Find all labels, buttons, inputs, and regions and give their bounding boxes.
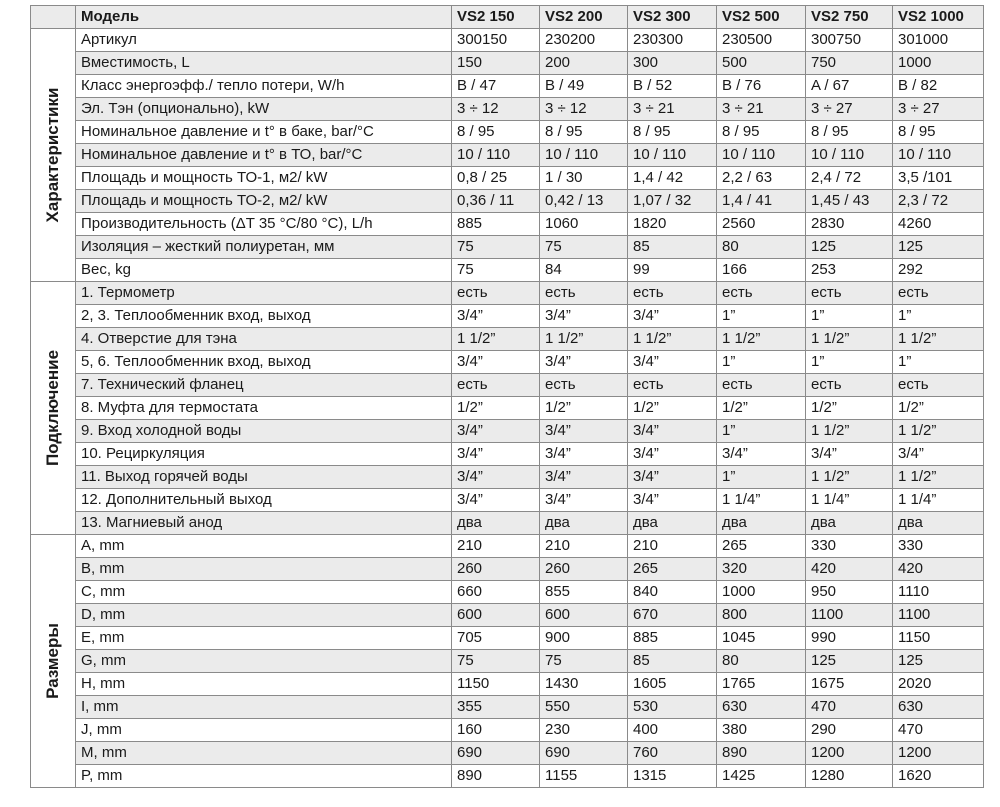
value-cell: 80 (717, 650, 806, 673)
value-cell: 80 (717, 236, 806, 259)
value-cell: 300150 (452, 29, 540, 52)
row-label: Номинальное давление и t° в баке, bar/°C (76, 121, 452, 144)
value-cell: 8 / 95 (806, 121, 893, 144)
value-cell: 1100 (806, 604, 893, 627)
row-label: 12. Дополнительный выход (76, 489, 452, 512)
value-cell: 99 (628, 259, 717, 282)
value-cell: 3/4” (540, 443, 628, 466)
table-row (31, 650, 984, 673)
value-cell: 890 (717, 742, 806, 765)
value-cell: 760 (628, 742, 717, 765)
value-cell: 3/4” (806, 443, 893, 466)
spec-table (30, 5, 984, 788)
value-cell: 75 (452, 259, 540, 282)
value-cell: есть (540, 282, 628, 305)
value-cell: 690 (452, 742, 540, 765)
value-cell: 3/4” (452, 420, 540, 443)
table-row (31, 351, 984, 374)
value-cell: 1 1/4” (806, 489, 893, 512)
value-cell: 1/2” (452, 397, 540, 420)
value-cell: 230500 (717, 29, 806, 52)
value-cell: 1430 (540, 673, 628, 696)
value-cell: 200 (540, 52, 628, 75)
row-label: Производительность (ΔT 35 °C/80 °C), L/h (76, 213, 452, 236)
value-cell: 1000 (717, 581, 806, 604)
value-cell: 4260 (893, 213, 984, 236)
value-cell: 600 (540, 604, 628, 627)
value-cell: 1 1/2” (540, 328, 628, 351)
value-cell: 3/4” (540, 489, 628, 512)
value-cell: 1 1/2” (806, 328, 893, 351)
header-model-6: VS2 1000 (893, 6, 984, 29)
header-model-3: VS2 300 (628, 6, 717, 29)
value-cell: 1045 (717, 627, 806, 650)
table-row (31, 75, 984, 98)
value-cell: 1 1/4” (717, 489, 806, 512)
value-cell: есть (540, 374, 628, 397)
value-cell: 1110 (893, 581, 984, 604)
row-label: 10. Рециркуляция (76, 443, 452, 466)
value-cell: 125 (893, 236, 984, 259)
value-cell: 3/4” (628, 420, 717, 443)
value-cell: два (452, 512, 540, 535)
value-cell: 85 (628, 236, 717, 259)
value-cell: 1 1/2” (893, 328, 984, 351)
row-label: P, mm (76, 765, 452, 788)
value-cell: два (717, 512, 806, 535)
table-row (31, 627, 984, 650)
row-label: I, mm (76, 696, 452, 719)
value-cell: 3 ÷ 21 (717, 98, 806, 121)
row-label: Изоляция – жесткий полиуретан, мм (76, 236, 452, 259)
value-cell: 1155 (540, 765, 628, 788)
value-cell: 290 (806, 719, 893, 742)
table-row (31, 167, 984, 190)
table-body (31, 6, 984, 788)
table-row (31, 282, 984, 305)
value-cell: 1 1/4” (893, 489, 984, 512)
value-cell: 1060 (540, 213, 628, 236)
table-row (31, 98, 984, 121)
value-cell: 2,3 / 72 (893, 190, 984, 213)
value-cell: 265 (628, 558, 717, 581)
value-cell: 3 ÷ 27 (893, 98, 984, 121)
value-cell: 3/4” (540, 420, 628, 443)
value-cell: есть (893, 282, 984, 305)
value-cell: 420 (893, 558, 984, 581)
value-cell: 8 / 95 (717, 121, 806, 144)
value-cell: 320 (717, 558, 806, 581)
value-cell: 380 (717, 719, 806, 742)
value-cell: 1” (806, 351, 893, 374)
value-cell: два (806, 512, 893, 535)
value-cell: 3 ÷ 21 (628, 98, 717, 121)
value-cell: 1,4 / 41 (717, 190, 806, 213)
value-cell: 885 (452, 213, 540, 236)
value-cell: есть (452, 374, 540, 397)
row-label: G, mm (76, 650, 452, 673)
value-cell: 1” (806, 305, 893, 328)
table-row (31, 29, 984, 52)
table-row (31, 259, 984, 282)
value-cell: 3/4” (452, 466, 540, 489)
table-row (31, 374, 984, 397)
row-label: H, mm (76, 673, 452, 696)
value-cell: 1 1/2” (806, 466, 893, 489)
value-cell: есть (628, 374, 717, 397)
value-cell: 2020 (893, 673, 984, 696)
table-row (31, 328, 984, 351)
value-cell: 253 (806, 259, 893, 282)
value-cell: 1/2” (628, 397, 717, 420)
value-cell: 890 (452, 765, 540, 788)
value-cell: 10 / 110 (806, 144, 893, 167)
row-label: Вместимость, L (76, 52, 452, 75)
value-cell: есть (893, 374, 984, 397)
row-label: 9. Вход холодной воды (76, 420, 452, 443)
value-cell: 2,2 / 63 (717, 167, 806, 190)
value-cell: два (540, 512, 628, 535)
value-cell: 1 1/2” (893, 466, 984, 489)
value-cell: 8 / 95 (893, 121, 984, 144)
value-cell: 3/4” (717, 443, 806, 466)
value-cell: 1/2” (540, 397, 628, 420)
value-cell: 300 (628, 52, 717, 75)
value-cell: 210 (452, 535, 540, 558)
value-cell: 84 (540, 259, 628, 282)
value-cell: 3 ÷ 27 (806, 98, 893, 121)
value-cell: 690 (540, 742, 628, 765)
row-label: Номинальное давление и t° в ТО, bar/°C (76, 144, 452, 167)
table-row (31, 673, 984, 696)
value-cell: 160 (452, 719, 540, 742)
table-row (31, 52, 984, 75)
value-cell: 1150 (893, 627, 984, 650)
value-cell: 3/4” (452, 351, 540, 374)
row-label: 2, 3. Теплообменник вход, выход (76, 305, 452, 328)
table-row (31, 742, 984, 765)
value-cell: 1/2” (806, 397, 893, 420)
value-cell: 1” (717, 466, 806, 489)
table-row (31, 236, 984, 259)
value-cell: 855 (540, 581, 628, 604)
value-cell: 10 / 110 (452, 144, 540, 167)
row-label: 11. Выход горячей воды (76, 466, 452, 489)
table-row (31, 190, 984, 213)
value-cell: 8 / 95 (628, 121, 717, 144)
value-cell: 330 (893, 535, 984, 558)
table-row (31, 213, 984, 236)
value-cell: 75 (452, 650, 540, 673)
value-cell: 1/2” (717, 397, 806, 420)
value-cell: 75 (540, 650, 628, 673)
value-cell: 1” (893, 351, 984, 374)
value-cell: 3 ÷ 12 (452, 98, 540, 121)
value-cell: 3/4” (452, 489, 540, 512)
header-model-label: Модель (76, 6, 452, 29)
header-model-5: VS2 750 (806, 6, 893, 29)
row-label: 7. Технический фланец (76, 374, 452, 397)
value-cell: 1100 (893, 604, 984, 627)
value-cell: 330 (806, 535, 893, 558)
value-cell: 3/4” (893, 443, 984, 466)
value-cell: 900 (540, 627, 628, 650)
row-label: 4. Отверстие для тэна (76, 328, 452, 351)
value-cell: 1620 (893, 765, 984, 788)
table-row (31, 397, 984, 420)
value-cell: B / 76 (717, 75, 806, 98)
value-cell: 3/4” (628, 466, 717, 489)
value-cell: 840 (628, 581, 717, 604)
value-cell: 2830 (806, 213, 893, 236)
value-cell: B / 47 (452, 75, 540, 98)
row-label: Площадь и мощность ТО-1, м2/ kW (76, 167, 452, 190)
row-label: J, mm (76, 719, 452, 742)
group-cell-characteristics (31, 29, 76, 282)
value-cell: 1,07 / 32 (628, 190, 717, 213)
value-cell: 600 (452, 604, 540, 627)
value-cell: 950 (806, 581, 893, 604)
value-cell: есть (717, 374, 806, 397)
table-row (31, 489, 984, 512)
value-cell: 1150 (452, 673, 540, 696)
header-model-1: VS2 150 (452, 6, 540, 29)
value-cell: 3/4” (628, 305, 717, 328)
value-cell: 1820 (628, 213, 717, 236)
value-cell: 3 ÷ 12 (540, 98, 628, 121)
value-cell: 1” (717, 305, 806, 328)
row-label: 1. Термометр (76, 282, 452, 305)
value-cell: 75 (540, 236, 628, 259)
table-row (31, 420, 984, 443)
value-cell: 260 (452, 558, 540, 581)
value-cell: 1000 (893, 52, 984, 75)
value-cell: 230300 (628, 29, 717, 52)
header-model-4: VS2 500 (717, 6, 806, 29)
value-cell: 1315 (628, 765, 717, 788)
value-cell: 8 / 95 (540, 121, 628, 144)
row-label: M, mm (76, 742, 452, 765)
value-cell: 660 (452, 581, 540, 604)
value-cell: 10 / 110 (717, 144, 806, 167)
value-cell: 0,36 / 11 (452, 190, 540, 213)
row-label: E, mm (76, 627, 452, 650)
value-cell: 0,8 / 25 (452, 167, 540, 190)
row-label: A, mm (76, 535, 452, 558)
row-label: 5, 6. Теплообменник вход, выход (76, 351, 452, 374)
value-cell: A / 67 (806, 75, 893, 98)
value-cell: 990 (806, 627, 893, 650)
value-cell: 10 / 110 (893, 144, 984, 167)
header-row (31, 6, 984, 29)
value-cell: 1 1/2” (806, 420, 893, 443)
value-cell: 800 (717, 604, 806, 627)
value-cell: B / 49 (540, 75, 628, 98)
value-cell: 1765 (717, 673, 806, 696)
value-cell: B / 82 (893, 75, 984, 98)
value-cell: 630 (893, 696, 984, 719)
value-cell: 470 (893, 719, 984, 742)
value-cell: 2,4 / 72 (806, 167, 893, 190)
group-cell-dimensions (31, 535, 76, 788)
value-cell: 355 (452, 696, 540, 719)
value-cell: 166 (717, 259, 806, 282)
table-row (31, 305, 984, 328)
row-label: Вес, kg (76, 259, 452, 282)
value-cell: 630 (717, 696, 806, 719)
value-cell: 301000 (893, 29, 984, 52)
value-cell: 2560 (717, 213, 806, 236)
value-cell: 3/4” (628, 489, 717, 512)
value-cell: есть (452, 282, 540, 305)
value-cell: 420 (806, 558, 893, 581)
value-cell: 260 (540, 558, 628, 581)
header-model-2: VS2 200 (540, 6, 628, 29)
value-cell: есть (628, 282, 717, 305)
table-row (31, 121, 984, 144)
value-cell: 1200 (806, 742, 893, 765)
value-cell: 670 (628, 604, 717, 627)
value-cell: 3/4” (540, 351, 628, 374)
row-label: D, mm (76, 604, 452, 627)
value-cell: 1” (717, 351, 806, 374)
table-row (31, 558, 984, 581)
group-title: Размеры (43, 623, 62, 699)
value-cell: 125 (893, 650, 984, 673)
value-cell: 550 (540, 696, 628, 719)
value-cell: 705 (452, 627, 540, 650)
value-cell: 125 (806, 236, 893, 259)
value-cell: 300750 (806, 29, 893, 52)
table-row (31, 581, 984, 604)
value-cell: 150 (452, 52, 540, 75)
value-cell: 125 (806, 650, 893, 673)
value-cell: 0,42 / 13 (540, 190, 628, 213)
value-cell: есть (806, 374, 893, 397)
value-cell: 210 (540, 535, 628, 558)
value-cell: B / 52 (628, 75, 717, 98)
value-cell: два (893, 512, 984, 535)
value-cell: 1 1/2” (628, 328, 717, 351)
value-cell: 3/4” (628, 351, 717, 374)
value-cell: 470 (806, 696, 893, 719)
row-label: 8. Муфта для термостата (76, 397, 452, 420)
value-cell: 1 / 30 (540, 167, 628, 190)
header-corner-cell (31, 6, 76, 29)
value-cell: 8 / 95 (452, 121, 540, 144)
value-cell: 1,4 / 42 (628, 167, 717, 190)
value-cell: есть (806, 282, 893, 305)
value-cell: 292 (893, 259, 984, 282)
value-cell: 210 (628, 535, 717, 558)
value-cell: 530 (628, 696, 717, 719)
value-cell: два (628, 512, 717, 535)
value-cell: 750 (806, 52, 893, 75)
row-label: B, mm (76, 558, 452, 581)
value-cell: 3,5 /101 (893, 167, 984, 190)
value-cell: 10 / 110 (540, 144, 628, 167)
group-title: Подключение (43, 349, 62, 467)
value-cell: 85 (628, 650, 717, 673)
row-label: Класс энергоэфф./ тепло потери, W/h (76, 75, 452, 98)
table-row (31, 512, 984, 535)
group-cell-connections (31, 282, 76, 535)
group-title: Характеристики (43, 87, 62, 223)
value-cell: 885 (628, 627, 717, 650)
value-cell: 1 1/2” (717, 328, 806, 351)
value-cell: 500 (717, 52, 806, 75)
value-cell: 230200 (540, 29, 628, 52)
value-cell: 1605 (628, 673, 717, 696)
value-cell: 3/4” (628, 443, 717, 466)
table-row (31, 719, 984, 742)
value-cell: 3/4” (452, 305, 540, 328)
value-cell: 3/4” (540, 466, 628, 489)
value-cell: 75 (452, 236, 540, 259)
value-cell: 400 (628, 719, 717, 742)
value-cell: 1425 (717, 765, 806, 788)
value-cell: 1 1/2” (452, 328, 540, 351)
value-cell: 3/4” (452, 443, 540, 466)
table-row (31, 466, 984, 489)
row-label: 13. Магниевый анод (76, 512, 452, 535)
row-label: Площадь и мощность ТО-2, м2/ kW (76, 190, 452, 213)
row-label: Эл. Тэн (опционально), kW (76, 98, 452, 121)
value-cell: 1280 (806, 765, 893, 788)
value-cell: 3/4” (540, 305, 628, 328)
value-cell: 1/2” (893, 397, 984, 420)
row-label: Артикул (76, 29, 452, 52)
table-row (31, 604, 984, 627)
table-row (31, 696, 984, 719)
table-row (31, 535, 984, 558)
table-row (31, 443, 984, 466)
table-row (31, 144, 984, 167)
value-cell: 1” (893, 305, 984, 328)
value-cell: 1” (717, 420, 806, 443)
value-cell: 265 (717, 535, 806, 558)
value-cell: 1,45 / 43 (806, 190, 893, 213)
table-row (31, 765, 984, 788)
value-cell: 10 / 110 (628, 144, 717, 167)
value-cell: 230 (540, 719, 628, 742)
value-cell: 1675 (806, 673, 893, 696)
value-cell: есть (717, 282, 806, 305)
value-cell: 1 1/2” (893, 420, 984, 443)
value-cell: 1200 (893, 742, 984, 765)
row-label: C, mm (76, 581, 452, 604)
